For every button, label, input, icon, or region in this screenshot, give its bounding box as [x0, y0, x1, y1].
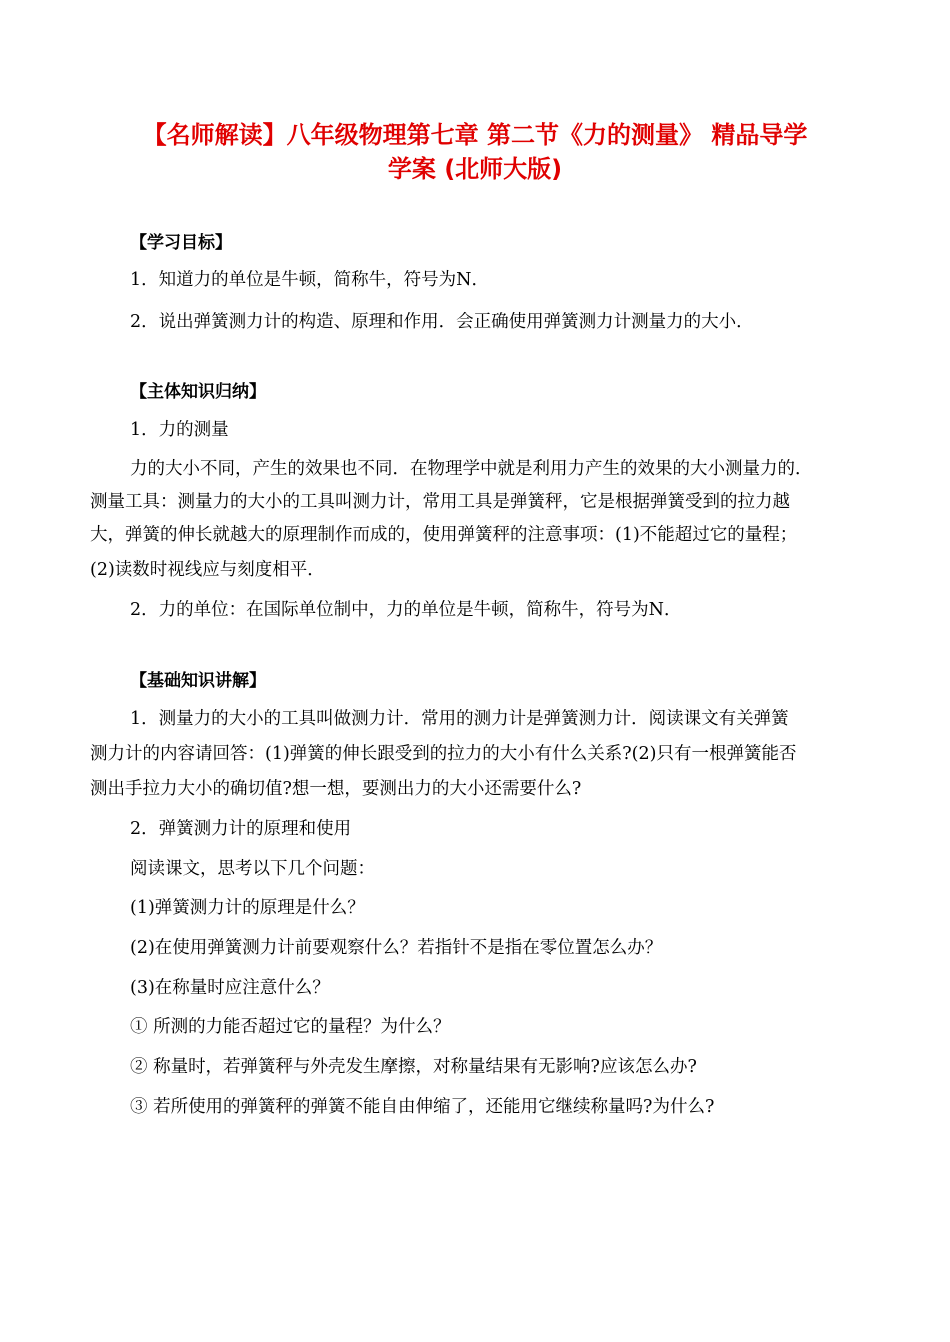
- goal-item-2: 2．说出弹簧测力计的构造、原理和作用．会正确使用弹簧测力计测量力的大小．: [130, 312, 754, 332]
- summary-heading: 【主体知识归纳】: [130, 382, 266, 402]
- summary-para-line: 测量工具：测量力的大小的工具叫测力计，常用工具是弹簧秤，它是根据弹簧受到的拉力越: [90, 492, 790, 512]
- question-1: (1)弹簧测力计的原理是什么？: [130, 898, 365, 918]
- goals-heading: 【学习目标】: [130, 233, 232, 253]
- summary-para-line: 大，弹簧的伸长就越大的原理制作而成的，使用弹簧秤的注意事项：(1)不能超过它的量程；: [90, 525, 798, 545]
- summary-para-line: 力的大小不同，产生的效果也不同．在物理学中就是利用力产生的效果的大小测量力的．: [130, 459, 813, 479]
- basics-para-line: 测出手拉力大小的确切值?想一想，要测出力的大小还需要什么?: [90, 779, 582, 799]
- summary-item-1: 1．力的测量: [130, 420, 229, 440]
- title-line-2: 学案 (北师大版): [387, 155, 563, 183]
- basics-para-line: 测力计的内容请回答：(1)弹簧的伸长跟受到的拉力的大小有什么关系?(2)只有一根弹簧能否: [90, 744, 797, 764]
- basics-intro: 阅读课文，思考以下几个问题：: [130, 859, 375, 879]
- basics-para-line: 1．测量力的大小的工具叫做测力计．常用的测力计是弹簧测力计．阅读课文有关弹簧: [130, 709, 789, 729]
- basics-item-2: 2．弹簧测力计的原理和使用: [130, 819, 352, 839]
- sub-question-1: ① 所测的力能否超过它的量程？为什么？: [130, 1017, 451, 1037]
- question-3: (3)在称量时应注意什么？: [130, 978, 330, 998]
- document-title: [90, 118, 860, 186]
- summary-item-2: 2．力的单位：在国际单位制中，力的单位是牛顿，简称牛，符号为N．: [130, 600, 682, 620]
- sub-question-2: ② 称量时，若弹簧秤与外壳发生摩擦，对称量结果有无影响?应该怎么办?: [130, 1057, 697, 1077]
- summary-para-line: (2)读数时视线应与刻度相平．: [90, 560, 325, 580]
- goal-item-1: 1．知道力的单位是牛顿，简称牛，符号为N．: [130, 270, 489, 290]
- title-line-1: 【名师解读】八年级物理第七章 第二节《力的测量》 精品导学: [142, 121, 808, 149]
- basics-heading: 【基础知识讲解】: [130, 671, 266, 691]
- question-2: (2)在使用弹簧测力计前要观察什么？若指针不是指在零位置怎么办？: [130, 938, 663, 958]
- sub-question-3: ③ 若所使用的弹簧秤的弹簧不能自由伸缩了，还能用它继续称量吗?为什么?: [130, 1097, 715, 1117]
